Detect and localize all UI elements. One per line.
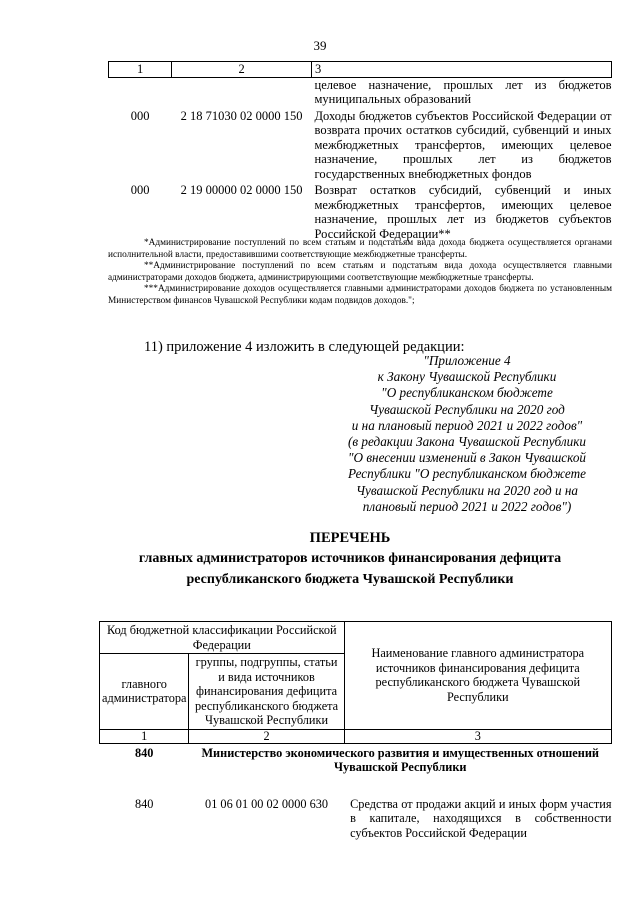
appendix-epigraph <box>328 353 606 515</box>
epigraph-line: плановый период 2021 и 2022 годов") <box>362 498 572 514</box>
column-number-3: 3 <box>312 62 612 78</box>
epigraph-line: (в редакции Закона Чувашской Республики <box>348 434 586 450</box>
epigraph-line: "О внесении изменений в Закон Чувашской <box>347 450 587 466</box>
epigraph-line: Чувашской Республики на 2020 год <box>369 401 565 417</box>
document-subtitle-line-2: республиканского бюджета Чувашской Республики <box>186 572 514 587</box>
epigraph-line: "О республиканском бюджете <box>381 385 553 401</box>
administrators-table <box>99 621 612 840</box>
table-row <box>109 107 612 182</box>
budget-code: 2 18 71030 02 0000 150 <box>180 108 303 123</box>
ministry-name: Министерство экономического развития и имущественных отношений Чувашской Республики <box>201 745 600 774</box>
epigraph-line: "Приложение 4 <box>423 353 511 368</box>
footnote-1: *Администрирование поступлений по всем статьям и подстатьям вида дохода бюджета осуществляется органами исполнительной власти, предоставившими соответствующие межбюджетные трансферты. <box>108 238 612 260</box>
column-number-2: 2 <box>172 62 312 78</box>
column-number-3: 3 <box>344 729 611 743</box>
header-budget-classification: Код бюджетной классификации Российской Федерации <box>100 622 345 654</box>
admin-code: 840 <box>135 796 154 811</box>
header-source-codes: группы, подгруппы, статьи и вида источников финансирования дефицита республиканского бюджета Чувашской Республики <box>189 654 344 730</box>
table-row <box>109 181 612 241</box>
table-row <box>100 775 612 841</box>
admin-code: 000 <box>130 108 150 123</box>
revenue-name: Доходы бюджетов субъектов Российской Федерации от возврата прочих остатков субсидий, субвенций и иных межбюджетных трансфертов, имеющих целевое назначение, прошлых лет из бюджетов государственных внебюджетных фондов <box>314 108 612 181</box>
column-numbers-row <box>100 729 612 743</box>
ministry-row <box>100 743 612 775</box>
source-name: Средства от продажи акций и иных форм участия в капитале, находящихся в собственности субъектов Российской Федерации <box>350 796 612 840</box>
source-code: 01 06 01 00 02 0000 630 <box>205 796 329 811</box>
amendment-item-11: 11) приложение 4 изложить в следующей редакции: <box>144 339 465 355</box>
column-number-1: 1 <box>100 729 189 743</box>
footnote-3: ***Администрирование доходов осуществляется главными администраторами доходов бюджета по установленным Министерством финансов Чувашской Республики кодам подвидов доходов."; <box>108 284 612 306</box>
page-number: 39 <box>313 38 327 53</box>
ministry-code: 840 <box>135 745 154 760</box>
table-row <box>109 77 612 107</box>
document-title: ПЕРЕЧЕНЬ <box>309 530 391 546</box>
footnote-2: **Администрирование поступлений по всем статьям и подстатьям вида дохода осуществляется главными администраторами доходов бюджета, администрирующими соответствующие межбюджетные трансферты. <box>108 261 612 283</box>
admin-code: 000 <box>130 183 150 197</box>
epigraph-line: Чувашской Республики на 2020 год и на <box>355 482 579 498</box>
table-header-row <box>109 62 612 78</box>
epigraph-line: Республики "О республиканском бюджете <box>348 466 586 482</box>
document-subtitle-line-1: главных администраторов источников финансирования дефицита <box>138 551 562 566</box>
budget-code <box>172 77 312 107</box>
epigraph-line: к Закону Чувашской Республики <box>377 369 557 385</box>
header-administrator-name: Наименование главного администратора источников финансирования дефицита республиканского бюджета Чувашской Республики <box>344 622 611 730</box>
column-number-1: 1 <box>109 62 172 78</box>
revenue-table <box>108 61 612 241</box>
epigraph-line: и на плановый период 2021 и 2022 годов" <box>351 417 583 433</box>
revenue-name: целевое назначение, прошлых лет из бюджетов муниципальных образований <box>314 77 612 106</box>
table-header-row <box>100 622 612 654</box>
header-main-administrator: главного администратора <box>100 654 189 730</box>
revenue-name: Возврат остатков субсидий, субвенций и иных межбюджетных трансфертов, имеющих целевое назначение, прошлых лет из бюджетов субъектов Российской Федерации** <box>314 183 612 241</box>
budget-code: 2 19 00000 02 0000 150 <box>180 183 303 197</box>
admin-code <box>109 77 172 107</box>
footnotes <box>108 238 612 307</box>
column-number-2: 2 <box>189 729 344 743</box>
